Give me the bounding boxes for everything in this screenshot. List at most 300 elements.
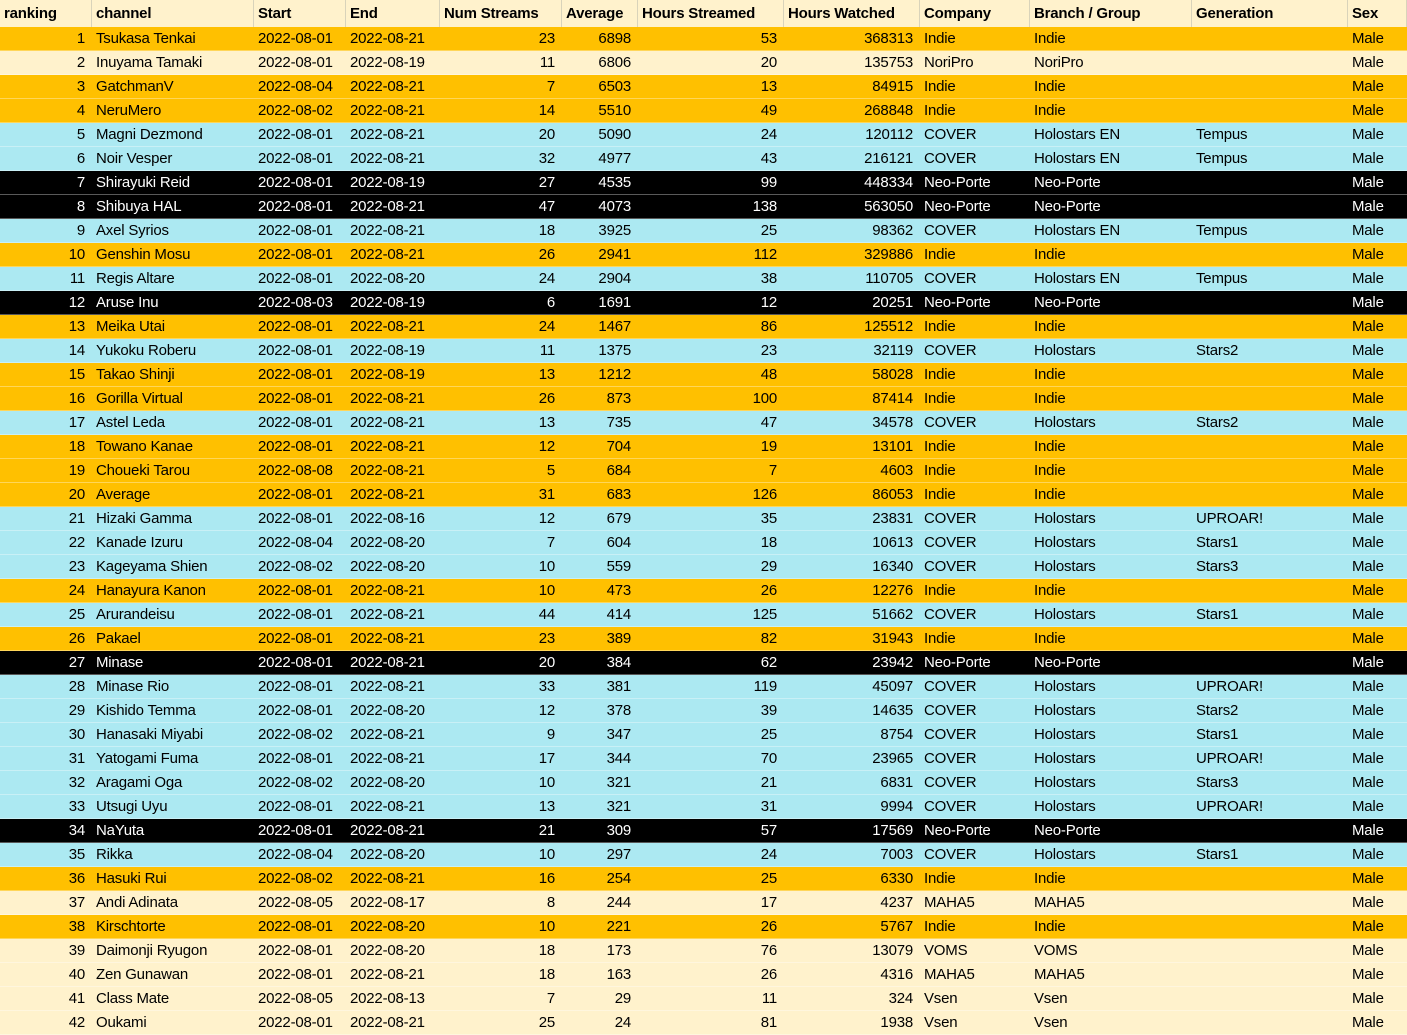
cell-num-streams[interactable]: 7 — [440, 531, 562, 555]
cell-num-streams[interactable]: 11 — [440, 51, 562, 75]
cell-hours-watched[interactable]: 5767 — [784, 915, 920, 939]
cell-generation[interactable] — [1192, 171, 1348, 195]
cell-channel[interactable]: Gorilla Virtual — [92, 387, 254, 411]
cell-company[interactable]: COVER — [920, 123, 1030, 147]
cell-sex[interactable]: Male — [1348, 867, 1407, 891]
cell-num-streams[interactable]: 6 — [440, 291, 562, 315]
cell-sex[interactable]: Male — [1348, 795, 1407, 819]
cell-branch-group[interactable]: Holostars EN — [1030, 267, 1192, 291]
cell-generation[interactable] — [1192, 483, 1348, 507]
cell-channel[interactable]: Hizaki Gamma — [92, 507, 254, 531]
cell-channel[interactable]: Minase Rio — [92, 675, 254, 699]
cell-hours-watched[interactable]: 23942 — [784, 651, 920, 675]
cell-start[interactable]: 2022-08-01 — [254, 675, 346, 699]
cell-branch-group[interactable]: Indie — [1030, 363, 1192, 387]
cell-channel[interactable]: Yatogami Fuma — [92, 747, 254, 771]
cell-num-streams[interactable]: 27 — [440, 171, 562, 195]
cell-num-streams[interactable]: 5 — [440, 459, 562, 483]
cell-hours-watched[interactable]: 17569 — [784, 819, 920, 843]
cell-ranking[interactable]: 5 — [0, 123, 92, 147]
cell-channel[interactable]: Astel Leda — [92, 411, 254, 435]
cell-sex[interactable]: Male — [1348, 699, 1407, 723]
cell-hours-streamed[interactable]: 112 — [638, 243, 784, 267]
column-header-end[interactable]: End — [346, 0, 440, 27]
cell-num-streams[interactable]: 20 — [440, 123, 562, 147]
cell-ranking[interactable]: 9 — [0, 219, 92, 243]
cell-sex[interactable]: Male — [1348, 243, 1407, 267]
cell-hours-streamed[interactable]: 62 — [638, 651, 784, 675]
cell-hours-watched[interactable]: 20251 — [784, 291, 920, 315]
cell-hours-watched[interactable]: 31943 — [784, 627, 920, 651]
cell-hours-streamed[interactable]: 126 — [638, 483, 784, 507]
cell-hours-streamed[interactable]: 81 — [638, 1011, 784, 1035]
cell-channel[interactable]: Pakael — [92, 627, 254, 651]
cell-generation[interactable]: Stars3 — [1192, 555, 1348, 579]
column-header-hours-watched[interactable]: Hours Watched — [784, 0, 920, 27]
cell-ranking[interactable]: 24 — [0, 579, 92, 603]
cell-channel[interactable]: Andi Adinata — [92, 891, 254, 915]
cell-generation[interactable] — [1192, 387, 1348, 411]
cell-ranking[interactable]: 7 — [0, 171, 92, 195]
cell-ranking[interactable]: 1 — [0, 27, 92, 51]
cell-company[interactable]: Indie — [920, 99, 1030, 123]
cell-company[interactable]: COVER — [920, 747, 1030, 771]
cell-hours-streamed[interactable]: 76 — [638, 939, 784, 963]
cell-hours-watched[interactable]: 7003 — [784, 843, 920, 867]
cell-num-streams[interactable]: 8 — [440, 891, 562, 915]
cell-ranking[interactable]: 21 — [0, 507, 92, 531]
cell-branch-group[interactable]: Neo-Porte — [1030, 291, 1192, 315]
cell-average[interactable]: 604 — [562, 531, 638, 555]
cell-hours-watched[interactable]: 135753 — [784, 51, 920, 75]
cell-branch-group[interactable]: Holostars — [1030, 747, 1192, 771]
cell-ranking[interactable]: 26 — [0, 627, 92, 651]
cell-hours-streamed[interactable]: 31 — [638, 795, 784, 819]
cell-branch-group[interactable]: Indie — [1030, 75, 1192, 99]
cell-end[interactable]: 2022-08-21 — [346, 195, 440, 219]
cell-generation[interactable] — [1192, 651, 1348, 675]
cell-hours-watched[interactable]: 51662 — [784, 603, 920, 627]
cell-generation[interactable] — [1192, 195, 1348, 219]
cell-average[interactable]: 873 — [562, 387, 638, 411]
cell-end[interactable]: 2022-08-21 — [346, 411, 440, 435]
cell-hours-watched[interactable]: 110705 — [784, 267, 920, 291]
cell-start[interactable]: 2022-08-01 — [254, 963, 346, 987]
cell-channel[interactable]: NeruMero — [92, 99, 254, 123]
cell-generation[interactable] — [1192, 291, 1348, 315]
cell-sex[interactable]: Male — [1348, 891, 1407, 915]
cell-sex[interactable]: Male — [1348, 555, 1407, 579]
cell-average[interactable]: 321 — [562, 795, 638, 819]
cell-generation[interactable]: UPROAR! — [1192, 747, 1348, 771]
cell-start[interactable]: 2022-08-03 — [254, 291, 346, 315]
cell-branch-group[interactable]: Indie — [1030, 99, 1192, 123]
cell-start[interactable]: 2022-08-01 — [254, 627, 346, 651]
cell-hours-streamed[interactable]: 47 — [638, 411, 784, 435]
cell-num-streams[interactable]: 11 — [440, 339, 562, 363]
cell-hours-streamed[interactable]: 29 — [638, 555, 784, 579]
cell-branch-group[interactable]: Indie — [1030, 27, 1192, 51]
cell-channel[interactable]: Inuyama Tamaki — [92, 51, 254, 75]
cell-generation[interactable] — [1192, 99, 1348, 123]
cell-channel[interactable]: Kanade Izuru — [92, 531, 254, 555]
cell-hours-streamed[interactable]: 24 — [638, 123, 784, 147]
cell-start[interactable]: 2022-08-01 — [254, 507, 346, 531]
column-header-start[interactable]: Start — [254, 0, 346, 27]
cell-branch-group[interactable]: VOMS — [1030, 939, 1192, 963]
cell-hours-streamed[interactable]: 39 — [638, 699, 784, 723]
column-header-hours-streamed[interactable]: Hours Streamed — [638, 0, 784, 27]
cell-channel[interactable]: Axel Syrios — [92, 219, 254, 243]
cell-average[interactable]: 5090 — [562, 123, 638, 147]
cell-start[interactable]: 2022-08-01 — [254, 387, 346, 411]
cell-channel[interactable]: Average — [92, 483, 254, 507]
cell-hours-streamed[interactable]: 25 — [638, 723, 784, 747]
cell-average[interactable]: 683 — [562, 483, 638, 507]
cell-hours-streamed[interactable]: 23 — [638, 339, 784, 363]
cell-num-streams[interactable]: 24 — [440, 315, 562, 339]
column-header-branch-group[interactable]: Branch / Group — [1030, 0, 1192, 27]
cell-hours-watched[interactable]: 324 — [784, 987, 920, 1011]
cell-sex[interactable]: Male — [1348, 147, 1407, 171]
cell-hours-watched[interactable]: 8754 — [784, 723, 920, 747]
cell-company[interactable]: COVER — [920, 771, 1030, 795]
cell-end[interactable]: 2022-08-20 — [346, 267, 440, 291]
cell-hours-watched[interactable]: 1938 — [784, 1011, 920, 1035]
cell-branch-group[interactable]: Indie — [1030, 315, 1192, 339]
cell-channel[interactable]: Takao Shinji — [92, 363, 254, 387]
cell-company[interactable]: COVER — [920, 843, 1030, 867]
cell-channel[interactable]: Minase — [92, 651, 254, 675]
cell-generation[interactable]: Stars2 — [1192, 411, 1348, 435]
cell-ranking[interactable]: 10 — [0, 243, 92, 267]
cell-generation[interactable] — [1192, 915, 1348, 939]
cell-branch-group[interactable]: Indie — [1030, 459, 1192, 483]
cell-channel[interactable]: Hanasaki Miyabi — [92, 723, 254, 747]
column-header-generation[interactable]: Generation — [1192, 0, 1348, 27]
column-header-company[interactable]: Company — [920, 0, 1030, 27]
cell-hours-streamed[interactable]: 26 — [638, 915, 784, 939]
cell-end[interactable]: 2022-08-17 — [346, 891, 440, 915]
cell-hours-watched[interactable]: 98362 — [784, 219, 920, 243]
cell-ranking[interactable]: 29 — [0, 699, 92, 723]
cell-hours-watched[interactable]: 16340 — [784, 555, 920, 579]
cell-average[interactable]: 384 — [562, 651, 638, 675]
cell-company[interactable]: Neo-Porte — [920, 291, 1030, 315]
cell-channel[interactable]: GatchmanV — [92, 75, 254, 99]
cell-hours-watched[interactable]: 6831 — [784, 771, 920, 795]
cell-branch-group[interactable]: Holostars — [1030, 723, 1192, 747]
cell-company[interactable]: COVER — [920, 507, 1030, 531]
cell-start[interactable]: 2022-08-01 — [254, 603, 346, 627]
cell-company[interactable]: Vsen — [920, 987, 1030, 1011]
cell-num-streams[interactable]: 31 — [440, 483, 562, 507]
cell-sex[interactable]: Male — [1348, 531, 1407, 555]
cell-branch-group[interactable]: Neo-Porte — [1030, 195, 1192, 219]
cell-generation[interactable]: Stars1 — [1192, 603, 1348, 627]
cell-average[interactable]: 163 — [562, 963, 638, 987]
cell-start[interactable]: 2022-08-04 — [254, 75, 346, 99]
column-header-sex[interactable]: Sex — [1348, 0, 1407, 27]
cell-sex[interactable]: Male — [1348, 459, 1407, 483]
cell-company[interactable]: COVER — [920, 147, 1030, 171]
cell-hours-streamed[interactable]: 57 — [638, 819, 784, 843]
cell-num-streams[interactable]: 21 — [440, 819, 562, 843]
cell-num-streams[interactable]: 7 — [440, 987, 562, 1011]
cell-channel[interactable]: Aragami Oga — [92, 771, 254, 795]
cell-generation[interactable] — [1192, 243, 1348, 267]
cell-hours-streamed[interactable]: 35 — [638, 507, 784, 531]
cell-hours-watched[interactable]: 86053 — [784, 483, 920, 507]
cell-generation[interactable] — [1192, 939, 1348, 963]
cell-end[interactable]: 2022-08-21 — [346, 315, 440, 339]
cell-average[interactable]: 24 — [562, 1011, 638, 1035]
cell-channel[interactable]: Class Mate — [92, 987, 254, 1011]
cell-ranking[interactable]: 25 — [0, 603, 92, 627]
cell-generation[interactable]: UPROAR! — [1192, 795, 1348, 819]
cell-hours-streamed[interactable]: 11 — [638, 987, 784, 1011]
cell-hours-streamed[interactable]: 21 — [638, 771, 784, 795]
cell-average[interactable]: 221 — [562, 915, 638, 939]
cell-channel[interactable]: Magni Dezmond — [92, 123, 254, 147]
cell-branch-group[interactable]: Holostars — [1030, 771, 1192, 795]
cell-generation[interactable] — [1192, 963, 1348, 987]
cell-start[interactable]: 2022-08-08 — [254, 459, 346, 483]
cell-company[interactable]: Indie — [920, 483, 1030, 507]
cell-start[interactable]: 2022-08-01 — [254, 51, 346, 75]
cell-num-streams[interactable]: 32 — [440, 147, 562, 171]
cell-ranking[interactable]: 23 — [0, 555, 92, 579]
cell-average[interactable]: 347 — [562, 723, 638, 747]
cell-channel[interactable]: Yukoku Roberu — [92, 339, 254, 363]
cell-hours-watched[interactable]: 368313 — [784, 27, 920, 51]
cell-branch-group[interactable]: Holostars — [1030, 699, 1192, 723]
cell-hours-streamed[interactable]: 7 — [638, 459, 784, 483]
column-header-num-streams[interactable]: Num Streams — [440, 0, 562, 27]
cell-num-streams[interactable]: 13 — [440, 411, 562, 435]
cell-start[interactable]: 2022-08-05 — [254, 891, 346, 915]
cell-ranking[interactable]: 2 — [0, 51, 92, 75]
cell-average[interactable]: 6898 — [562, 27, 638, 51]
cell-num-streams[interactable]: 10 — [440, 771, 562, 795]
cell-end[interactable]: 2022-08-19 — [346, 363, 440, 387]
cell-num-streams[interactable]: 18 — [440, 219, 562, 243]
cell-hours-streamed[interactable]: 18 — [638, 531, 784, 555]
cell-hours-streamed[interactable]: 99 — [638, 171, 784, 195]
cell-generation[interactable] — [1192, 75, 1348, 99]
cell-end[interactable]: 2022-08-20 — [346, 699, 440, 723]
cell-branch-group[interactable]: Holostars — [1030, 411, 1192, 435]
cell-hours-streamed[interactable]: 138 — [638, 195, 784, 219]
cell-hours-watched[interactable]: 125512 — [784, 315, 920, 339]
cell-generation[interactable] — [1192, 459, 1348, 483]
cell-company[interactable]: COVER — [920, 603, 1030, 627]
cell-hours-watched[interactable]: 34578 — [784, 411, 920, 435]
cell-sex[interactable]: Male — [1348, 651, 1407, 675]
cell-hours-streamed[interactable]: 48 — [638, 363, 784, 387]
cell-company[interactable]: Neo-Porte — [920, 195, 1030, 219]
cell-company[interactable]: COVER — [920, 795, 1030, 819]
cell-hours-streamed[interactable]: 82 — [638, 627, 784, 651]
cell-end[interactable]: 2022-08-21 — [346, 123, 440, 147]
cell-start[interactable]: 2022-08-01 — [254, 747, 346, 771]
cell-branch-group[interactable]: Holostars EN — [1030, 219, 1192, 243]
cell-ranking[interactable]: 3 — [0, 75, 92, 99]
cell-company[interactable]: COVER — [920, 699, 1030, 723]
cell-hours-streamed[interactable]: 53 — [638, 27, 784, 51]
cell-average[interactable]: 735 — [562, 411, 638, 435]
cell-start[interactable]: 2022-08-02 — [254, 771, 346, 795]
cell-branch-group[interactable]: MAHA5 — [1030, 963, 1192, 987]
cell-sex[interactable]: Male — [1348, 771, 1407, 795]
cell-num-streams[interactable]: 12 — [440, 699, 562, 723]
cell-end[interactable]: 2022-08-21 — [346, 963, 440, 987]
cell-channel[interactable]: Shibuya HAL — [92, 195, 254, 219]
cell-num-streams[interactable]: 26 — [440, 387, 562, 411]
cell-sex[interactable]: Male — [1348, 339, 1407, 363]
cell-hours-streamed[interactable]: 86 — [638, 315, 784, 339]
cell-average[interactable]: 2941 — [562, 243, 638, 267]
cell-num-streams[interactable]: 26 — [440, 243, 562, 267]
cell-company[interactable]: Neo-Porte — [920, 651, 1030, 675]
cell-sex[interactable]: Male — [1348, 627, 1407, 651]
cell-start[interactable]: 2022-08-01 — [254, 411, 346, 435]
cell-ranking[interactable]: 11 — [0, 267, 92, 291]
cell-generation[interactable]: Tempus — [1192, 267, 1348, 291]
cell-generation[interactable]: Tempus — [1192, 123, 1348, 147]
cell-ranking[interactable]: 42 — [0, 1011, 92, 1035]
cell-branch-group[interactable]: MAHA5 — [1030, 891, 1192, 915]
cell-num-streams[interactable]: 10 — [440, 555, 562, 579]
cell-num-streams[interactable]: 16 — [440, 867, 562, 891]
cell-branch-group[interactable]: Indie — [1030, 579, 1192, 603]
cell-num-streams[interactable]: 17 — [440, 747, 562, 771]
cell-generation[interactable]: Tempus — [1192, 147, 1348, 171]
cell-generation[interactable] — [1192, 627, 1348, 651]
cell-branch-group[interactable]: Holostars EN — [1030, 147, 1192, 171]
cell-num-streams[interactable]: 18 — [440, 939, 562, 963]
cell-company[interactable]: Indie — [920, 27, 1030, 51]
cell-end[interactable]: 2022-08-21 — [346, 483, 440, 507]
cell-start[interactable]: 2022-08-01 — [254, 339, 346, 363]
cell-average[interactable]: 4977 — [562, 147, 638, 171]
cell-company[interactable]: Indie — [920, 363, 1030, 387]
cell-average[interactable]: 381 — [562, 675, 638, 699]
cell-ranking[interactable]: 6 — [0, 147, 92, 171]
cell-start[interactable]: 2022-08-04 — [254, 531, 346, 555]
column-header-ranking[interactable]: ranking — [0, 0, 92, 27]
cell-company[interactable]: COVER — [920, 675, 1030, 699]
cell-company[interactable]: COVER — [920, 219, 1030, 243]
cell-channel[interactable]: Genshin Mosu — [92, 243, 254, 267]
cell-company[interactable]: Indie — [920, 579, 1030, 603]
cell-start[interactable]: 2022-08-01 — [254, 915, 346, 939]
cell-branch-group[interactable]: Holostars — [1030, 531, 1192, 555]
cell-sex[interactable]: Male — [1348, 483, 1407, 507]
cell-num-streams[interactable]: 10 — [440, 843, 562, 867]
column-header-average[interactable]: Average — [562, 0, 638, 27]
cell-company[interactable]: Indie — [920, 243, 1030, 267]
cell-hours-watched[interactable]: 268848 — [784, 99, 920, 123]
cell-num-streams[interactable]: 20 — [440, 651, 562, 675]
cell-branch-group[interactable]: Indie — [1030, 387, 1192, 411]
cell-ranking[interactable]: 13 — [0, 315, 92, 339]
cell-generation[interactable] — [1192, 819, 1348, 843]
cell-sex[interactable]: Male — [1348, 603, 1407, 627]
cell-ranking[interactable]: 35 — [0, 843, 92, 867]
cell-end[interactable]: 2022-08-21 — [346, 867, 440, 891]
cell-start[interactable]: 2022-08-04 — [254, 843, 346, 867]
cell-ranking[interactable]: 31 — [0, 747, 92, 771]
cell-branch-group[interactable]: Indie — [1030, 435, 1192, 459]
cell-start[interactable]: 2022-08-01 — [254, 483, 346, 507]
cell-company[interactable]: VOMS — [920, 939, 1030, 963]
cell-end[interactable]: 2022-08-21 — [346, 747, 440, 771]
cell-average[interactable]: 3925 — [562, 219, 638, 243]
cell-ranking[interactable]: 12 — [0, 291, 92, 315]
cell-branch-group[interactable]: Holostars — [1030, 603, 1192, 627]
cell-average[interactable]: 254 — [562, 867, 638, 891]
cell-channel[interactable]: Noir Vesper — [92, 147, 254, 171]
cell-generation[interactable]: Stars1 — [1192, 843, 1348, 867]
cell-sex[interactable]: Male — [1348, 747, 1407, 771]
cell-start[interactable]: 2022-08-01 — [254, 195, 346, 219]
cell-company[interactable]: COVER — [920, 723, 1030, 747]
cell-num-streams[interactable]: 23 — [440, 627, 562, 651]
cell-average[interactable]: 297 — [562, 843, 638, 867]
cell-generation[interactable]: UPROAR! — [1192, 675, 1348, 699]
cell-end[interactable]: 2022-08-21 — [346, 1011, 440, 1035]
cell-ranking[interactable]: 19 — [0, 459, 92, 483]
cell-start[interactable]: 2022-08-01 — [254, 1011, 346, 1035]
cell-branch-group[interactable]: Indie — [1030, 867, 1192, 891]
cell-generation[interactable]: Tempus — [1192, 219, 1348, 243]
cell-average[interactable]: 559 — [562, 555, 638, 579]
cell-company[interactable]: MAHA5 — [920, 891, 1030, 915]
cell-hours-watched[interactable]: 45097 — [784, 675, 920, 699]
cell-start[interactable]: 2022-08-01 — [254, 651, 346, 675]
cell-company[interactable]: COVER — [920, 555, 1030, 579]
cell-channel[interactable]: Hasuki Rui — [92, 867, 254, 891]
cell-start[interactable]: 2022-08-01 — [254, 939, 346, 963]
cell-sex[interactable]: Male — [1348, 291, 1407, 315]
cell-end[interactable]: 2022-08-21 — [346, 99, 440, 123]
cell-ranking[interactable]: 17 — [0, 411, 92, 435]
cell-average[interactable]: 244 — [562, 891, 638, 915]
cell-sex[interactable]: Male — [1348, 363, 1407, 387]
cell-generation[interactable] — [1192, 315, 1348, 339]
cell-sex[interactable]: Male — [1348, 987, 1407, 1011]
cell-hours-watched[interactable]: 216121 — [784, 147, 920, 171]
cell-generation[interactable] — [1192, 435, 1348, 459]
cell-ranking[interactable]: 39 — [0, 939, 92, 963]
cell-company[interactable]: COVER — [920, 411, 1030, 435]
cell-num-streams[interactable]: 10 — [440, 579, 562, 603]
cell-channel[interactable]: Kageyama Shien — [92, 555, 254, 579]
cell-average[interactable]: 2904 — [562, 267, 638, 291]
cell-hours-streamed[interactable]: 26 — [638, 579, 784, 603]
cell-num-streams[interactable]: 13 — [440, 363, 562, 387]
cell-channel[interactable]: Kishido Temma — [92, 699, 254, 723]
cell-company[interactable]: MAHA5 — [920, 963, 1030, 987]
cell-average[interactable]: 679 — [562, 507, 638, 531]
cell-generation[interactable] — [1192, 363, 1348, 387]
cell-generation[interactable] — [1192, 867, 1348, 891]
cell-hours-streamed[interactable]: 70 — [638, 747, 784, 771]
cell-sex[interactable]: Male — [1348, 123, 1407, 147]
cell-company[interactable]: Indie — [920, 387, 1030, 411]
cell-channel[interactable]: Rikka — [92, 843, 254, 867]
